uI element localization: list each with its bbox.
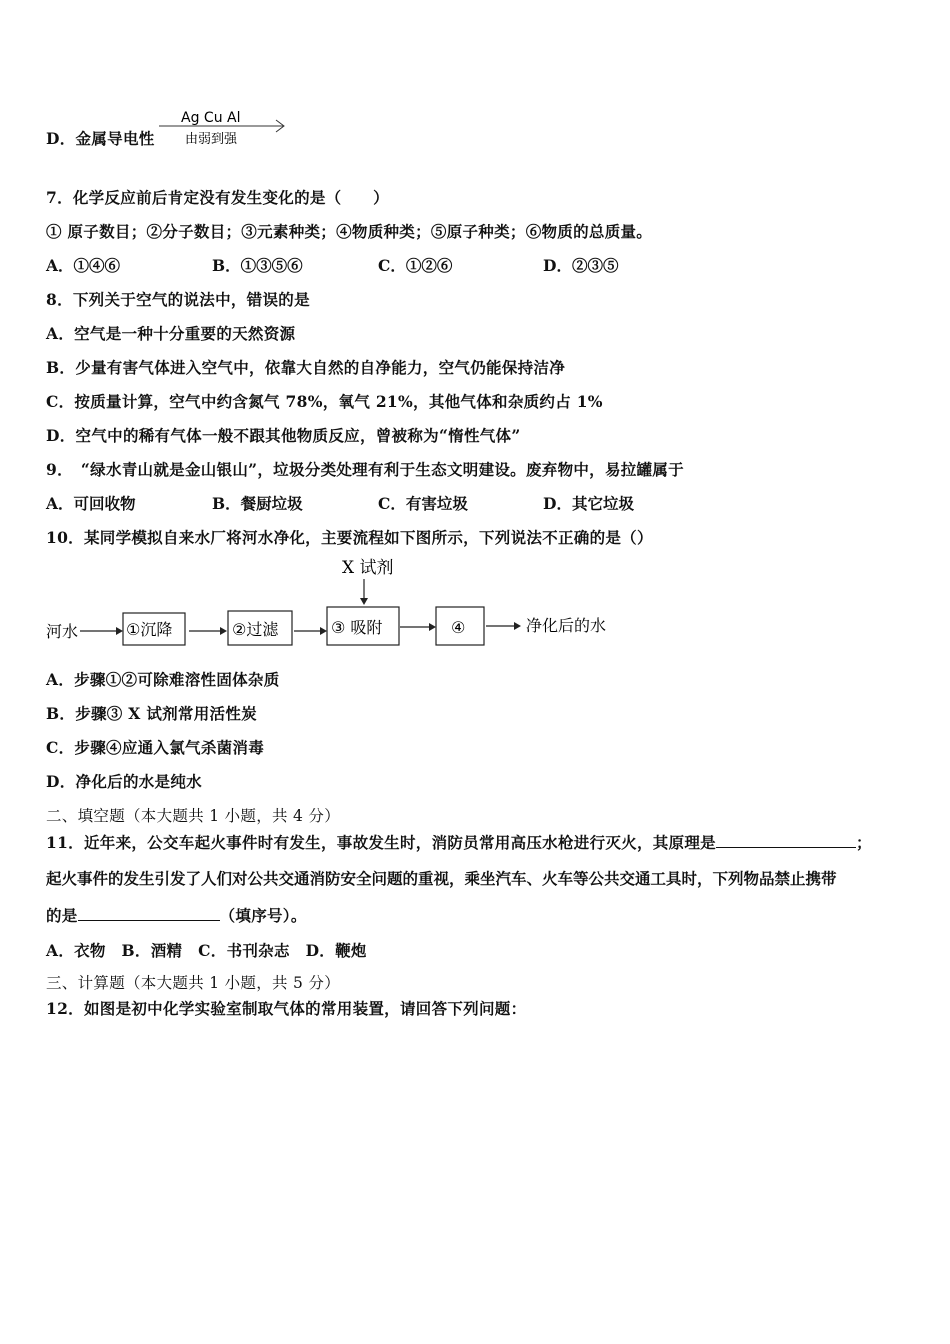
q9-option-a: A．可回收物 bbox=[46, 494, 136, 513]
q8-option-c: C．按质量计算，空气中约含氮气 78%，氧气 21%，其他气体和杂质约占 1% bbox=[46, 392, 603, 411]
flow-arrow-1-head bbox=[116, 627, 123, 635]
q7-stem: 7．化学反应前后肯定没有发生变化的是（ ） bbox=[46, 188, 389, 207]
direction-label: 由弱到强 bbox=[185, 132, 238, 147]
q6-option-d: D．金属导电性 bbox=[46, 129, 155, 148]
q11-options: A．衣物 B．酒精 C．书刊杂志 D．鞭炮 bbox=[46, 941, 367, 960]
q7-option-c: C．①②⑥ bbox=[378, 256, 453, 275]
conductivity-arrow-diagram bbox=[155, 105, 295, 153]
q9-option-b: B．餐厨垃圾 bbox=[212, 494, 303, 513]
q7-option-a: A．①④⑥ bbox=[46, 256, 121, 275]
q11-line-1-end: ； bbox=[855, 833, 872, 852]
section-2-title: 二、填空题（本大题共 1 小题，共 4 分） bbox=[46, 807, 341, 825]
step-3-label: ③ 吸附 bbox=[331, 618, 383, 637]
q7-option-d: D．②③⑤ bbox=[543, 256, 619, 275]
reagent-label: X 试剂 bbox=[342, 558, 394, 578]
reagent-arrow-head bbox=[360, 598, 368, 605]
metal-series-label: Ag Cu Al bbox=[181, 110, 241, 126]
flow-arrow-5-head bbox=[514, 622, 521, 630]
q10-stem: 10．某同学模拟自来水厂将河水净化，主要流程如下图所示，下列说法不正确的是（） bbox=[46, 528, 653, 547]
q10-option-d: D．净化后的水是纯水 bbox=[46, 772, 202, 791]
q11-line-3-end: （填序号）。 bbox=[219, 906, 307, 925]
q8-option-d: D．空气中的稀有气体一般不跟其他物质反应，曾被称为“惰性气体” bbox=[46, 426, 521, 445]
q8-option-b: B．少量有害气体进入空气中，依靠大自然的自净能力，空气仍能保持洁净 bbox=[46, 358, 566, 377]
q9-option-c: C．有害垃圾 bbox=[378, 494, 468, 513]
step-4-label: ④ bbox=[451, 618, 466, 637]
q7-option-b: B．①③⑤⑥ bbox=[212, 256, 303, 275]
step-1-label: ①沉降 bbox=[126, 620, 173, 639]
q11-line-3 bbox=[46, 904, 307, 926]
q9-option-d: D．其它垃圾 bbox=[543, 494, 634, 513]
step-2-label: ②过滤 bbox=[232, 620, 279, 639]
q9-stem: 9． “绿水青山就是金山银山”，垃圾分类处理有利于生态文明建设。废弃物中，易拉罐属于 bbox=[46, 460, 684, 479]
q11-line-2: 起火事件的发生引发了人们对公共交通消防安全问题的重视，乘坐汽车、火车等公共交通工具时，下列物品禁止携带 bbox=[46, 869, 837, 888]
flow-arrow-4-head bbox=[429, 623, 436, 631]
q7-items: ① 原子数目；②分子数目；③元素种类；④物质种类；⑤原子种类；⑥物质的总质量。 bbox=[46, 222, 653, 241]
q10-option-c: C．步骤④应通入氯气杀菌消毒 bbox=[46, 738, 265, 757]
result-label: 净化后的水 bbox=[526, 616, 607, 635]
q12-stem: 12．如图是初中化学实验室制取气体的常用装置，请回答下列问题： bbox=[46, 999, 527, 1018]
flow-arrow-3-head bbox=[320, 627, 327, 635]
q11-line-3-start: 的是 bbox=[46, 906, 78, 925]
water-purification-flow-diagram bbox=[44, 555, 644, 655]
source-label: 河水 bbox=[46, 622, 79, 641]
flow-arrow-2-head bbox=[220, 627, 227, 635]
q8-stem: 8．下列关于空气的说法中，错误的是 bbox=[46, 290, 310, 309]
q11-line-1 bbox=[46, 831, 872, 853]
q11-line-1-text: 11．近年来，公交车起火事件时有发生，事故发生时，消防员常用高压水枪进行灭火，其原理是 bbox=[46, 833, 716, 852]
q11-answer-blank-2[interactable] bbox=[78, 906, 220, 921]
q10-option-a: A．步骤①②可除难溶性固体杂质 bbox=[46, 670, 280, 689]
q10-option-b: B．步骤③ X 试剂常用活性炭 bbox=[46, 704, 257, 723]
section-3-title: 三、计算题（本大题共 1 小题，共 5 分） bbox=[46, 974, 341, 992]
q11-answer-blank-1[interactable] bbox=[716, 833, 856, 848]
q8-option-a: A．空气是一种十分重要的天然资源 bbox=[46, 324, 296, 343]
